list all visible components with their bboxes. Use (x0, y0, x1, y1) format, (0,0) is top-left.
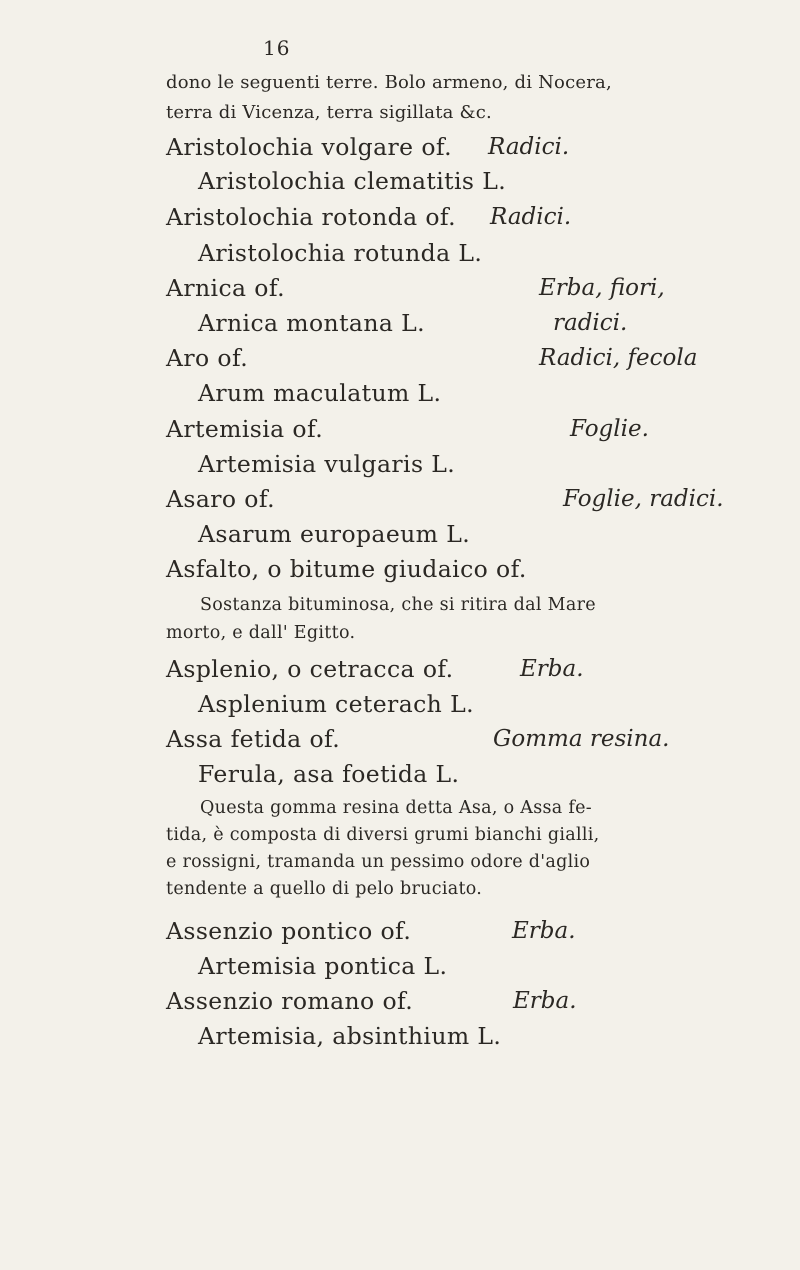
entry-name: Asfalto, o bitume giudaico of. (166, 555, 527, 583)
entry-latin: Asplenium ceterach L. (198, 690, 474, 718)
entry-latin: Artemisia pontica L. (198, 952, 448, 980)
entry-use-1: Erba, fiori, (539, 275, 665, 301)
entry-name: Assenzio pontico of. (166, 917, 412, 945)
entry-latin: Artemisia, absinthium L. (198, 1022, 502, 1050)
entry-latin: Aristolochia rotunda L. (198, 239, 483, 267)
note-line: e rossigni, tramanda un pessimo odore d'aglio (166, 852, 591, 872)
entry-name: Assenzio romano of. (166, 987, 414, 1015)
entry-use: Radici, fecola (539, 345, 698, 371)
entry-use: Foglie. (570, 416, 649, 442)
entry-use: Erba. (520, 656, 584, 682)
entry-use: Foglie, radici. (563, 486, 724, 512)
entry-name: Aristolochia volgare of. (166, 133, 453, 161)
entry-use: Erba. (512, 918, 576, 944)
entry-latin: Asarum europaeum L. (198, 520, 471, 548)
entry-use: Gomma resina. (493, 726, 670, 752)
entry-latin: Arum maculatum L. (198, 379, 442, 407)
note-line: tida, è composta di diversi grumi bianchi gialli, (166, 825, 600, 845)
note-line: tendente a quello di pelo bruciato. (166, 879, 483, 899)
page-number: 16 (263, 36, 291, 60)
entry-use: Radici. (488, 134, 570, 160)
entry-latin: Ferula, asa foetida L. (198, 760, 460, 788)
entry-use: Erba. (513, 988, 577, 1014)
entry-use: Radici. (490, 204, 572, 230)
entry-name: Artemisia of. (166, 415, 324, 443)
entry-latin: Aristolochia clematitis L. (198, 167, 507, 195)
entry-name: Asaro of. (166, 485, 275, 513)
note-line: morto, e dall' Egitto. (166, 623, 356, 643)
entry-use-2: radici. (553, 310, 628, 336)
entry-name: Assa fetida of. (166, 725, 341, 753)
entry-latin: Arnica montana L. (198, 309, 426, 337)
entry-name: Aristolochia rotonda of. (166, 203, 457, 231)
intro-line-2: terra di Vicenza, terra sigillata &c. (166, 102, 492, 123)
entry-name: Asplenio, o cetracca of. (166, 655, 454, 683)
entry-name: Aro of. (166, 344, 249, 372)
entry-name: Arnica of. (166, 274, 285, 302)
note-line: Sostanza bituminosa, che si ritira dal Mare (200, 595, 596, 615)
note-line: Questa gomma resina detta Asa, o Assa fe- (200, 798, 593, 818)
entry-latin: Artemisia vulgaris L. (198, 450, 456, 478)
intro-line-1: dono le seguenti terre. Bolo armeno, di Nocera, (166, 72, 612, 93)
